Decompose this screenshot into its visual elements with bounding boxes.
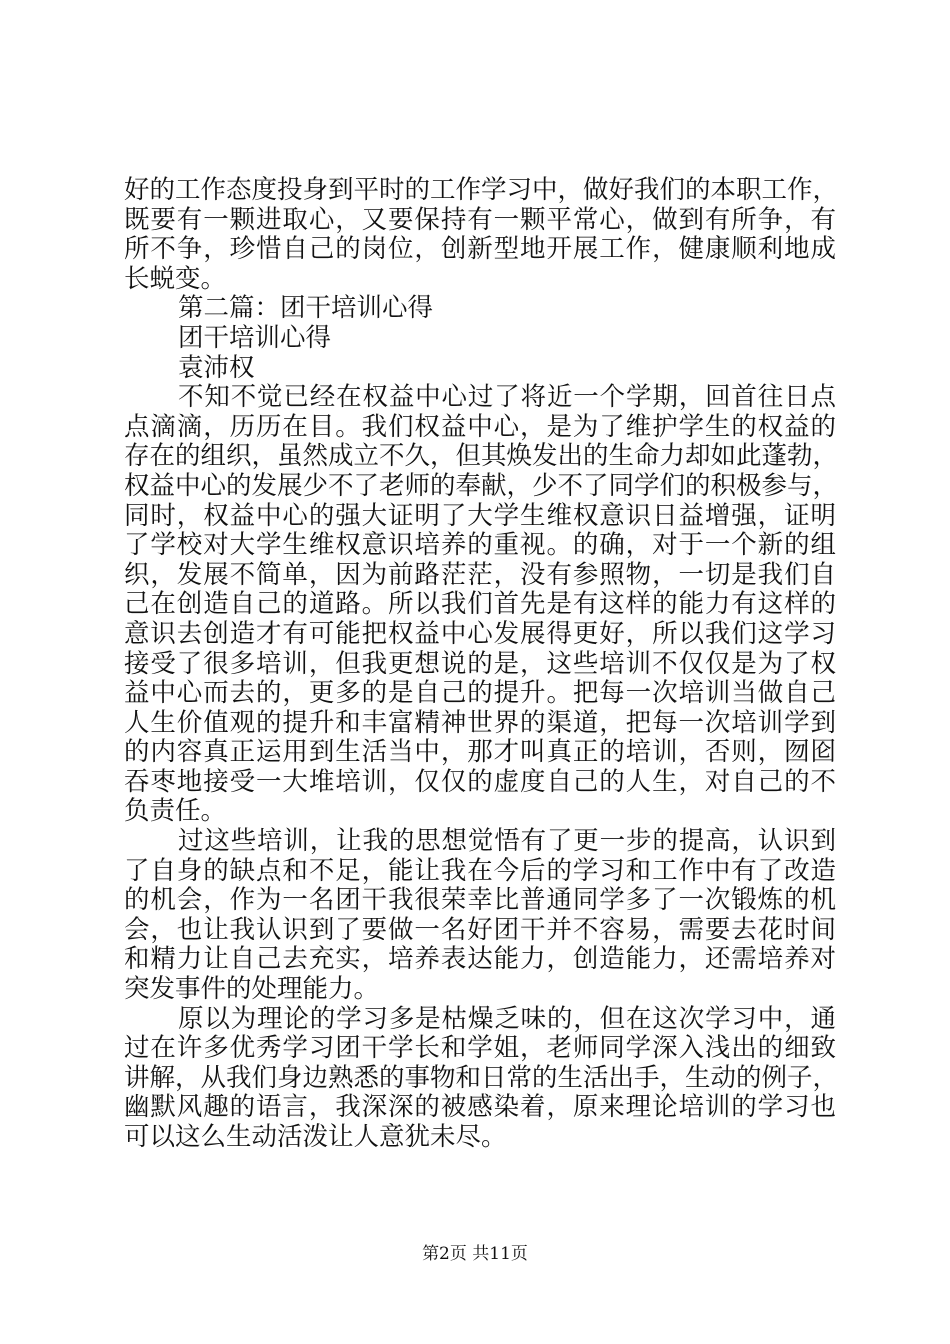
paragraph-line: 所不争，珍惜自己的岗位，创新型地开展工作，健康顺利地成: [124, 234, 836, 265]
paragraph-line: 不知不觉已经在权益中心过了将近一个学期，回首往日点: [178, 382, 836, 413]
document-body: [124, 175, 839, 1153]
paragraph-line: 的机会，作为一名团干我很荣幸比普通同学多了一次锻炼的机: [124, 885, 836, 916]
paragraph-line: 幽默风趣的语言，我深深的被感染着，原来理论培训的学习也: [124, 1092, 836, 1123]
paragraph-line: 负责任。: [124, 796, 227, 827]
paragraph-line: 既要有一颗进取心，又要保持有一颗平常心，做到有所争，有: [124, 204, 836, 235]
paragraph-line: 讲解，从我们身边熟悉的事物和日常的生活出手，生动的例子，: [124, 1062, 839, 1093]
paragraph-line: 人生价值观的提升和丰富精神世界的渠道，把每一次培训学到: [124, 707, 836, 738]
article-title: 团干培训心得: [178, 322, 332, 353]
paragraph-line: 了自身的缺点和不足，能让我在今后的学习和工作中有了改造: [124, 855, 836, 886]
paragraph-line: 过这些培训，让我的思想觉悟有了更一步的提高，认识到: [178, 826, 836, 857]
paragraph-line: 长蜕变。: [124, 263, 227, 294]
paragraph-line: 可以这么生动活泼让人意犹未尽。: [124, 1122, 507, 1152]
paragraph-line: 存在的组织，虽然成立不久，但其焕发出的生命力却如此蓬勃，: [124, 441, 839, 472]
paragraph-line: 会，也让我认识到了要做一名好团干并不容易，需要去花时间: [124, 914, 836, 945]
paragraph-line: 权益中心的发展少不了老师的奉献，少不了同学们的积极参与，: [124, 470, 839, 501]
paragraph-line: 点滴滴，历历在目。我们权益中心，是为了维护学生的权益的: [124, 411, 836, 442]
paragraph-line: 好的工作态度投身到平时的工作学习中，做好我们的本职工作，: [124, 175, 839, 205]
paragraph-line: 了学校对大学生维权意识培养的重视。的确，对于一个新的组: [124, 530, 836, 561]
paragraph-line: 和精力让自己去充实，培养表达能力，创造能力，还需培养对: [124, 944, 836, 975]
paragraph-line: 过在许多优秀学习团干学长和学姐，老师同学深入浅出的细致: [124, 1033, 836, 1064]
page-number-footer: 第2页 共11页: [422, 1244, 528, 1264]
paragraph-line: 吞枣地接受一大堆培训，仅仅的虚度自己的人生，对自己的不: [124, 766, 836, 797]
author-name: 袁沛权: [178, 352, 255, 383]
paragraph-line: 益中心而去的，更多的是自己的提升。把每一次培训当做自己: [124, 678, 836, 709]
paragraph-line: 意识去创造才有可能把权益中心发展得更好，所以我们这学习: [124, 618, 836, 649]
paragraph-line: 己在创造自己的道路。所以我们首先是有这样的能力有这样的: [124, 589, 836, 620]
paragraph-line: 的内容真正运用到生活当中，那才叫真正的培训，否则，囫囵: [124, 737, 836, 768]
paragraph-line: 突发事件的处理能力。: [124, 974, 380, 1005]
paragraph-line: 原以为理论的学习多是枯燥乏味的，但在这次学习中，通: [178, 1003, 836, 1034]
paragraph-line: 织，发展不简单，因为前路茫茫，没有参照物，一切是我们自: [124, 559, 836, 590]
section-heading: 第二篇：团干培训心得: [178, 293, 434, 324]
paragraph-line: 同时，权益中心的强大证明了大学生维权意识日益增强，证明: [124, 500, 836, 531]
paragraph-line: 接受了很多培训，但我更想说的是，这些培训不仅仅是为了权: [124, 648, 836, 679]
